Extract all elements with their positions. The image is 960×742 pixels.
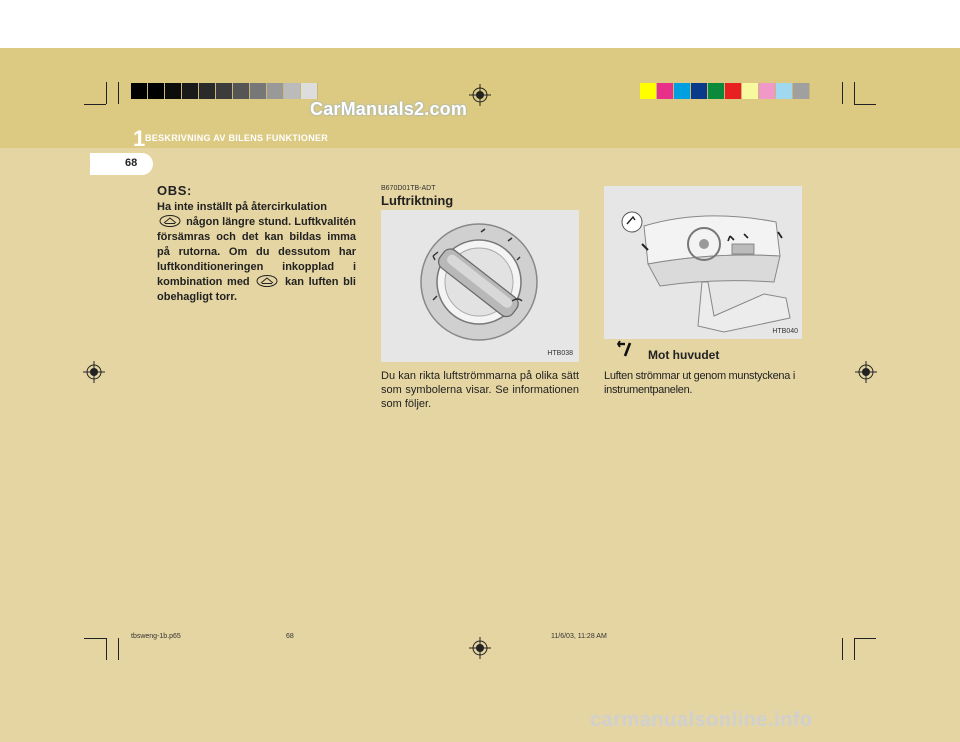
watermark: carmanualsonline.info [590,709,813,731]
dashboard-illustration [604,186,802,339]
page-number: 68 [125,157,138,169]
dashboard-vents-figure [604,186,802,339]
registration-mark-icon [855,361,877,383]
chapter-number: 1 [133,126,146,151]
obs-body [157,200,356,305]
section-body: Du kan rikta luftströmmarna på olika sätt som symbolerna visar. Se informationen som följer. [381,370,579,410]
recirculation-icon [256,275,278,287]
brand-logo-text[interactable]: CarManuals2.com [310,99,468,119]
recirculation-icon [159,215,181,227]
obs-text-3: kan luften bli obehagligt torr. [157,276,356,303]
color-bar [640,83,810,99]
obs-text-2: någon längre stund. Luftkvalitén försämras och det kan bildas imma på rutorna. Om du dessutom har luftkonditioneringen inkopplad i kombination med [157,216,356,288]
section-code: B670D01TB-ADT [381,185,436,192]
footer-page: 68 [286,633,294,640]
figure-code: HTB038 [547,350,573,357]
chapter-title: BESKRIVNING AV BILENS FUNKTIONER [145,133,329,143]
face-vent-icon [616,339,636,359]
air-direction-knob-illustration [381,210,579,362]
obs-note [157,183,356,305]
registration-mark-icon [469,637,491,659]
obs-text-1: Ha inte inställt på återcirkulation [157,201,327,213]
sub-heading: Mot huvudet [648,348,720,362]
registration-mark-icon [83,361,105,383]
footer-file: tbsweng-1b.p65 [131,633,181,640]
footer-date: 11/6/03, 11:28 AM [551,633,607,640]
registration-mark-icon [469,84,491,106]
air-direction-knob-figure [381,210,579,362]
section-heading: Luftriktning [381,193,454,208]
sub-body: Luften strömmar ut genom munstyckena i instrumentpanelen. [604,370,795,396]
grayscale-bar [131,83,318,99]
figure-code: HTB040 [772,328,798,335]
page-number-tab [90,153,153,175]
obs-title: OBS: [157,183,192,198]
